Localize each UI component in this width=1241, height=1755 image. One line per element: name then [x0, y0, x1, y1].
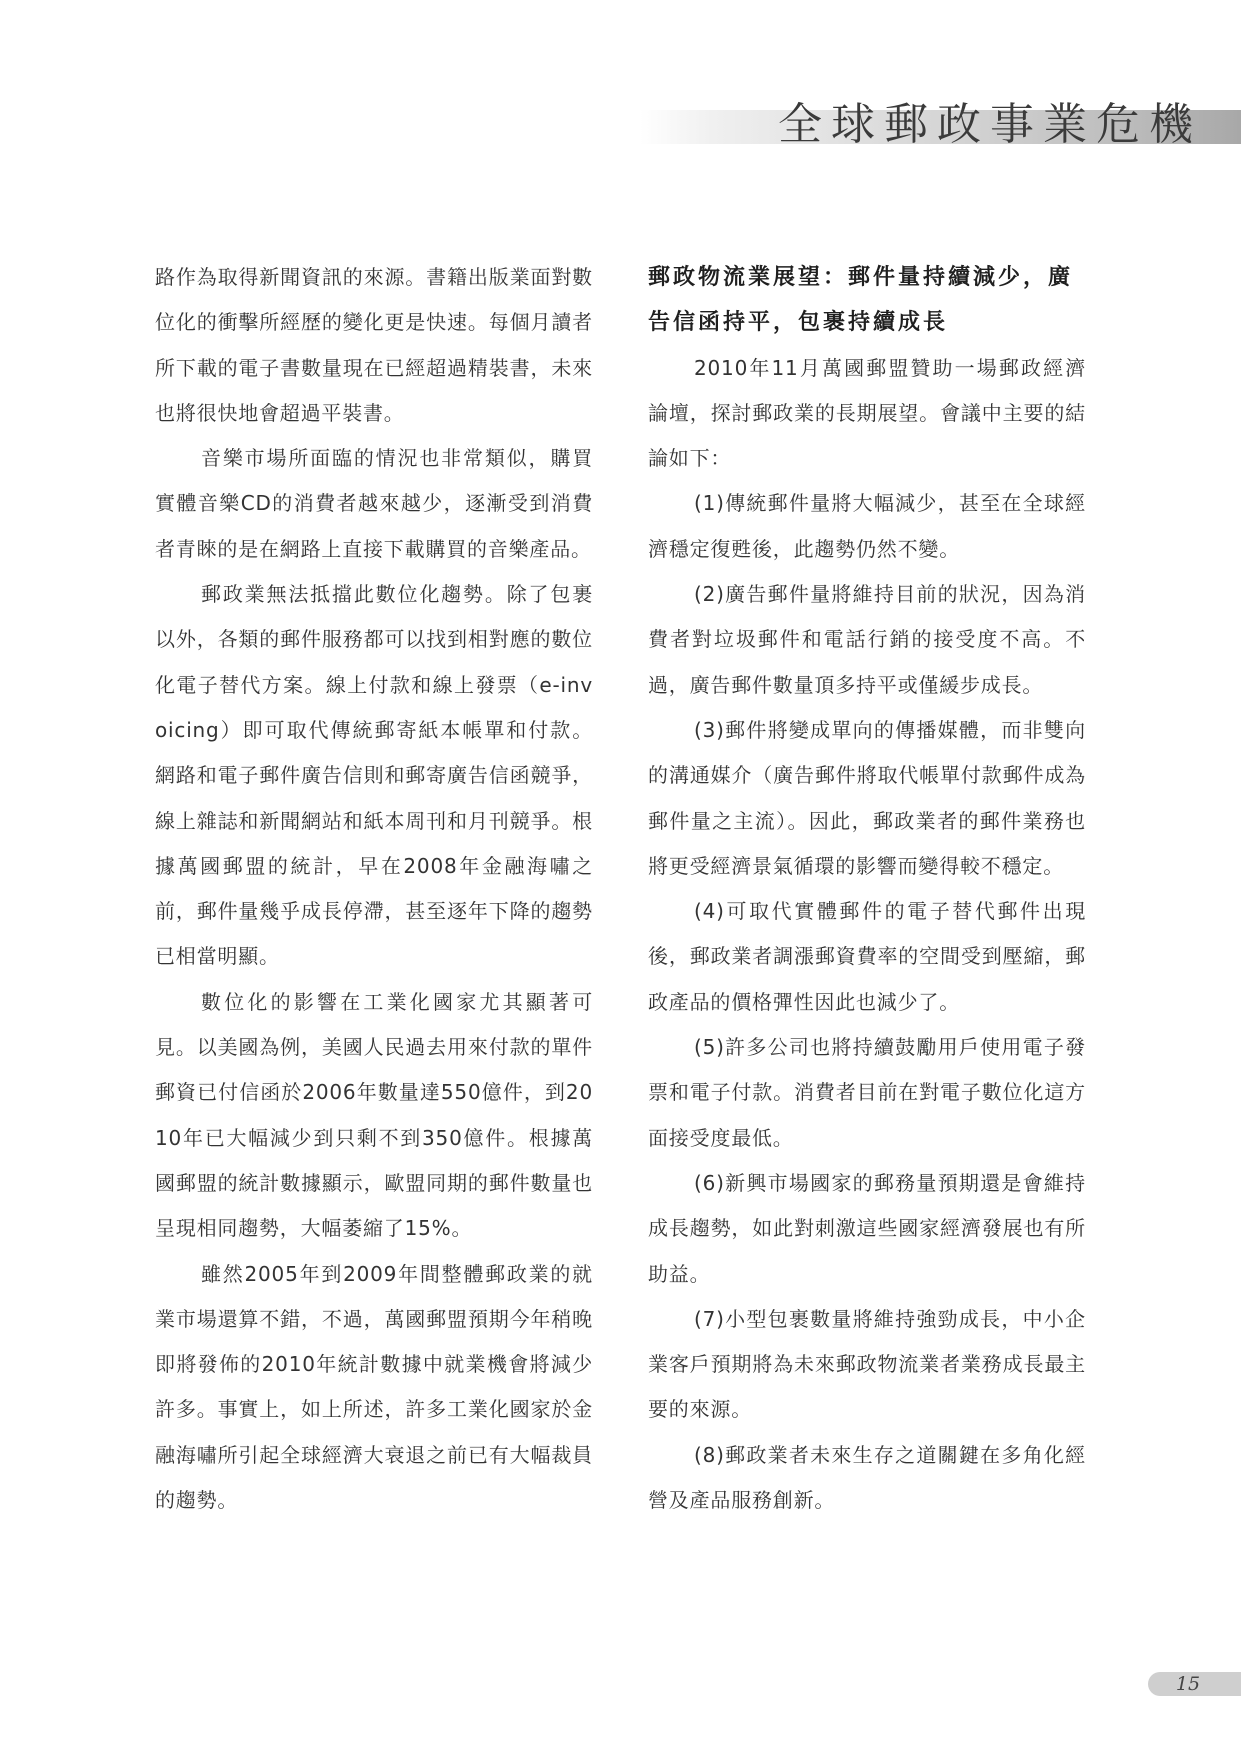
- paragraph: 雖然2005年到2009年間整體郵政業的就業市場還算不錯，不過，萬國郵盟預期今年稍晚即將發佈的2010年統計數據中就業機會將減少許多。事實上，如上所述，許多工業化國家於金融海嘯所引起全球經濟大衰退之前已有大幅裁員的趨勢。: [155, 1261, 593, 1513]
- paragraph: 郵政業無法抵擋此數位化趨勢。除了包裹以外，各類的郵件服務都可以找到相對應的數位化電子替代方案。線上付款和線上發票（e-invoicing）即可取代傳統郵寄紙本帳單和付款。網路和電子郵件廣告信則和郵寄廣告信函競爭，線上雜誌和新聞網站和紙本周刊和月刊競爭。根據萬國郵盟的統計，早在2008年金融海嘯之前，郵件量幾乎成長停滯，甚至逐年下降的趨勢已相當明顯。: [155, 582, 593, 969]
- list-item: (2)廣告郵件量將維持目前的狀況，因為消費者對垃圾郵件和電話行銷的接受度不高。不過，廣告郵件數量頂多持平或僅緩步成長。: [648, 582, 1086, 697]
- paragraph: 數位化的影響在工業化國家尤其顯著可見。以美國為例，美國人民過去用來付款的單件郵資已付信函於2006年數量達550億件，到2010年已大幅減少到只剩不到350億件。根據萬國郵盟的統計數據顯示，歐盟同期的郵件數量也呈現相同趨勢，大幅萎縮了15%。: [155, 989, 593, 1241]
- list-item: (5)許多公司也將持續鼓勵用戶使用電子發票和電子付款。消費者目前在對電子數位化這方面接受度最低。: [648, 1035, 1086, 1150]
- list-item: (4)可取代實體郵件的電子替代郵件出現後，郵政業者調漲郵資費率的空間受到壓縮，郵政產品的價格彈性因此也減少了。: [648, 899, 1086, 1014]
- list-item: (1)傳統郵件量將大幅減少，甚至在全球經濟穩定復甦後，此趨勢仍然不變。: [648, 491, 1086, 561]
- paragraph: 路作為取得新聞資訊的來源。書籍出版業面對數位化的衝擊所經歷的變化更是快速。每個月讀者所下載的電子書數量現在已經超過精裝書，未來也將很快地會超過平裝書。: [155, 265, 593, 425]
- list-item: (6)新興市場國家的郵務量預期還是會維持成長趨勢，如此對刺激這些國家經濟發展也有所助益。: [648, 1170, 1086, 1286]
- section-heading: 郵政物流業展望：郵件量持續減少，廣告信函持平，包裹持續成長: [648, 265, 1074, 336]
- list-item: (7)小型包裹數量將維持強勁成長，中小企業客戶預期將為未來郵政物流業者業務成長最主要的來源。: [648, 1306, 1086, 1422]
- list-item: (3)郵件將變成單向的傳播媒體，而非雙向的溝通媒介（廣告郵件將取代帳單付款郵件成為郵件量之主流）。因此，郵政業者的郵件業務也將更受經濟景氣循環的影響而變得較不穩定。: [648, 717, 1086, 878]
- left-column: [155, 255, 593, 1523]
- list-item: (8)郵政業者未來生存之道關鍵在多角化經營及產品服務創新。: [648, 1442, 1086, 1513]
- paragraph: 2010年11月萬國郵盟贊助一場郵政經濟論壇，探討郵政業的長期展望。會議中主要的結論如下：: [648, 355, 1086, 471]
- page-title: 全球郵政事業危機: [778, 99, 1202, 150]
- paragraph: 音樂市場所面臨的情況也非常類似，購買實體音樂CD的消費者越來越少，逐漸受到消費者青睞的是在網路上直接下載購買的音樂產品。: [155, 446, 593, 561]
- right-column: [648, 255, 1086, 1523]
- page-number: 15: [1175, 1673, 1201, 1695]
